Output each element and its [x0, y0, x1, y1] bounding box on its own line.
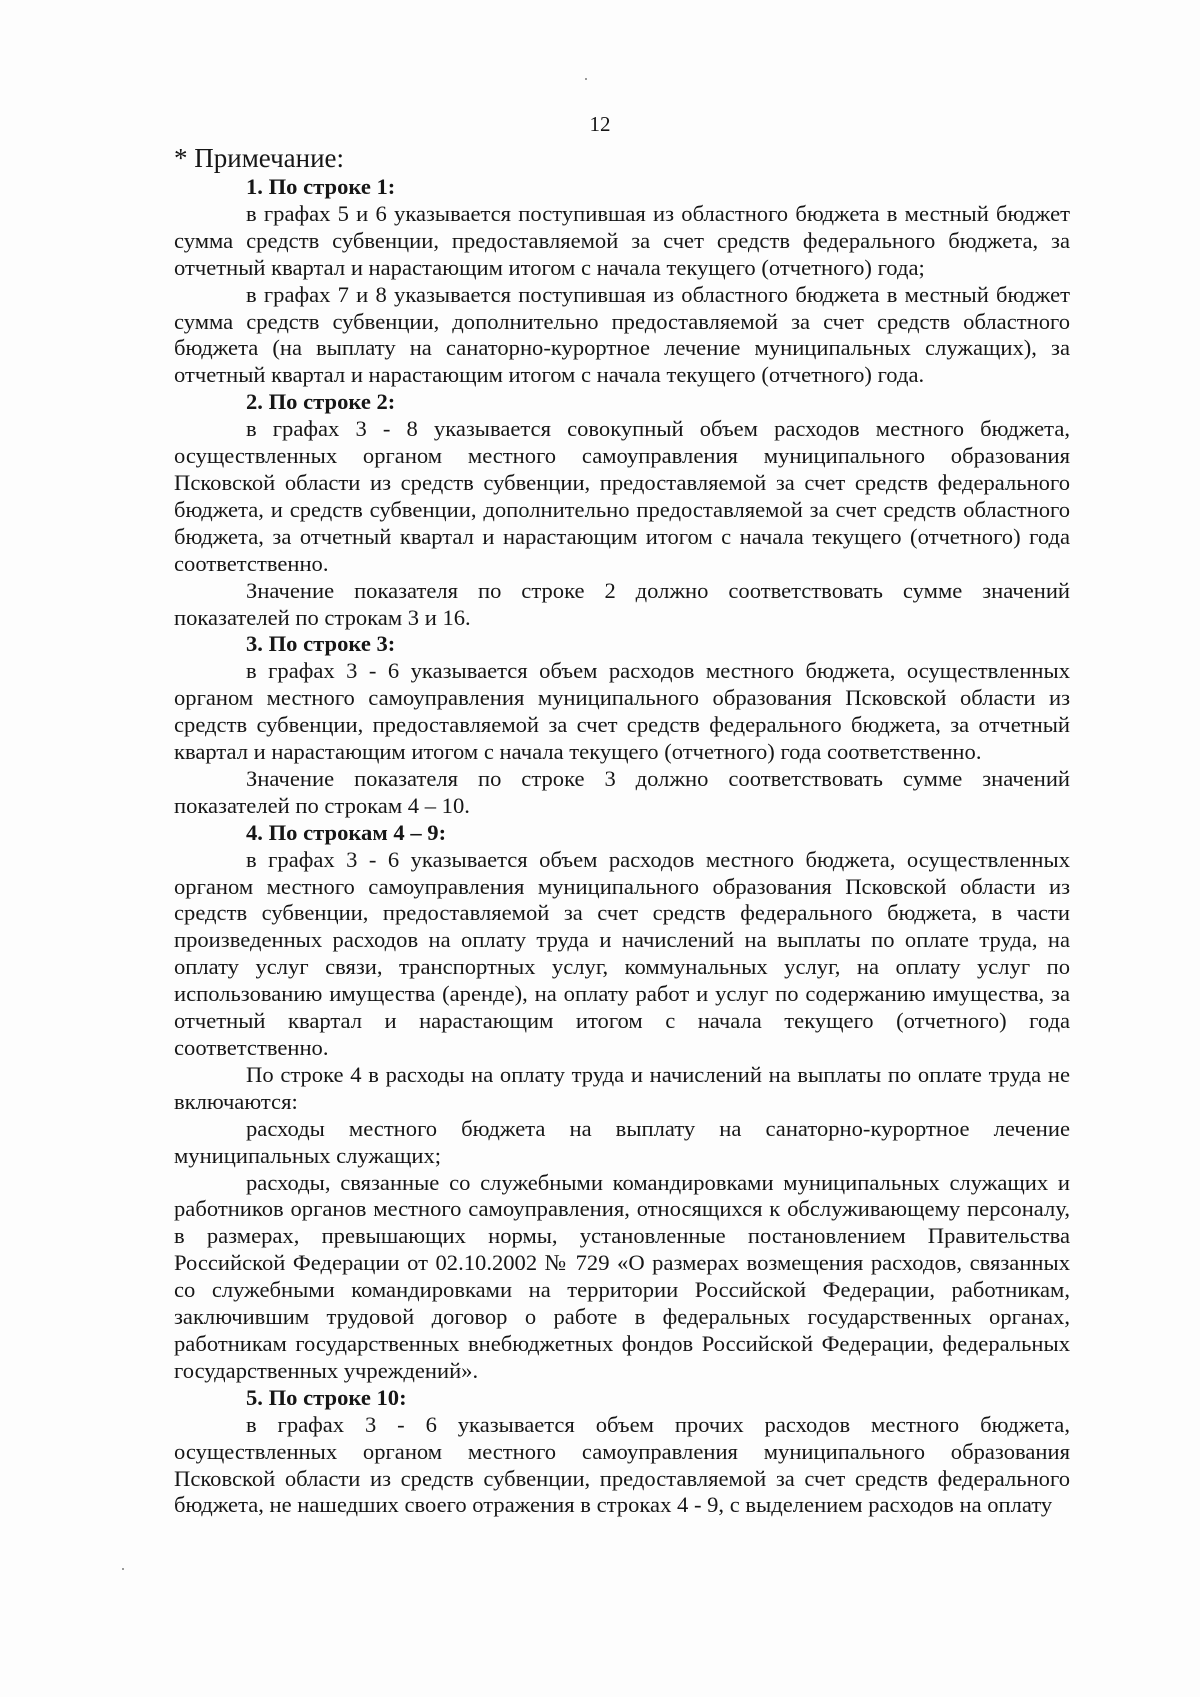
- paragraph: в графах 5 и 6 указывается поступившая из областного бюджета в местный бюджет сумма средств субвенции, предоставляемой за счет средств федерального бюджета, за отчетный квартал и нарастающим итогом с начала текущего (отчетного) года;: [174, 200, 1070, 280]
- paragraph: в графах 3 - 8 указывается совокупный объем расходов местного бюджета, осуществленных органом местного самоуправления муниципального образования Псковской области из средств субвенции, предоставляемой за счет средств федерального бюджета, и средств субвенции, дополнительно предоставляемой за счет средств областного бюджета, за отчетный квартал и нарастающим итогом с начала текущего (отчетного) года соответственно.: [174, 416, 1070, 576]
- note-heading: * Примечание:: [174, 143, 345, 173]
- section-title: 1. По строке 1:: [246, 174, 396, 199]
- paragraph: Значение показателя по строке 2 должно соответствовать сумме значений показателей по строкам 3 и 16.: [174, 577, 1070, 630]
- paragraph: Значение показателя по строке 3 должно соответствовать сумме значений показателей по строкам 4 – 10.: [174, 765, 1070, 818]
- paragraph: расходы, связанные со служебными командировками муниципальных служащих и работников органов местного самоуправления, относящихся к обслуживающему персоналу, в размерах, превышающих нормы, установленные постановлением Правительства Российской Федерации от 02.10.2002 № 729 «О размерах возмещения расходов, связанных со служебными командировками на территории Российской Федерации, работникам, заключившим трудовой договор о работе в федеральных государственных органах, работникам государственных внебюджетных фондов Российской Федерации, федеральных государственных учреждений».: [174, 1169, 1070, 1383]
- paragraph: в графах 3 - 6 указывается объем прочих расходов местного бюджета, осуществленных органом местного самоуправления муниципального образования Псковской области из средств субвенции, предоставляемой за счет средств федерального бюджета, не нашедших своего отражения в строках 4 - 9, с выделением расходов на оплату: [174, 1411, 1070, 1518]
- page-number: 12: [589, 112, 611, 136]
- paragraph: в графах 3 - 6 указывается объем расходов местного бюджета, осуществленных органом местного самоуправления муниципального образования Псковской области из средств субвенции, предоставляемой за счет средств федерального бюджета, в части произведенных расходов на оплату труда и начислений на выплаты по оплате труда, на оплату услуг связи, транспортных услуг, коммунальных услуг, на оплату услуг по использованию имущества (аренде), на оплату работ и услуг по содержанию имущества, за отчетный квартал и нарастающим итогом с начала текущего (отчетного) года соответственно.: [174, 846, 1070, 1060]
- section-title: 5. По строке 10:: [246, 1384, 407, 1410]
- document-body: [174, 143, 1070, 1519]
- section-row-3: [174, 631, 1070, 819]
- section-row-2: [174, 389, 1070, 631]
- section-row-10: [174, 1385, 1070, 1520]
- section-title: 4. По строкам 4 – 9:: [246, 819, 447, 845]
- scan-speck: [585, 78, 587, 80]
- paragraph: По строке 4 в расходы на оплату труда и начислений на выплаты по оплате труда не включаются:: [174, 1061, 1070, 1114]
- paragraph: в графах 7 и 8 указывается поступившая из областного бюджета в местный бюджет сумма средств субвенции, дополнительно предоставляемой за счет средств областного бюджета (на выплату на санаторно-курортное лечение муниципальных служащих), за отчетный квартал и нарастающим итогом с начала текущего (отчетного) года.: [174, 281, 1070, 388]
- paragraph: в графах 3 - 6 указывается объем расходов местного бюджета, осуществленных органом местного самоуправления муниципального образования Псковской области из средств субвенции, предоставляемой за счет средств федерального бюджета, за отчетный квартал и нарастающим итогом с начала текущего (отчетного) года соответственно.: [174, 658, 1070, 765]
- section-title: 3. По строке 3:: [246, 631, 396, 657]
- section-row-1: [174, 174, 1070, 389]
- paragraph: расходы местного бюджета на выплату на санаторно-курортное лечение муниципальных служащих;: [174, 1115, 1070, 1168]
- section-rows-4-9: [174, 820, 1070, 1385]
- scan-speck: [122, 1568, 124, 1570]
- section-title: 2. По строке 2:: [246, 389, 396, 415]
